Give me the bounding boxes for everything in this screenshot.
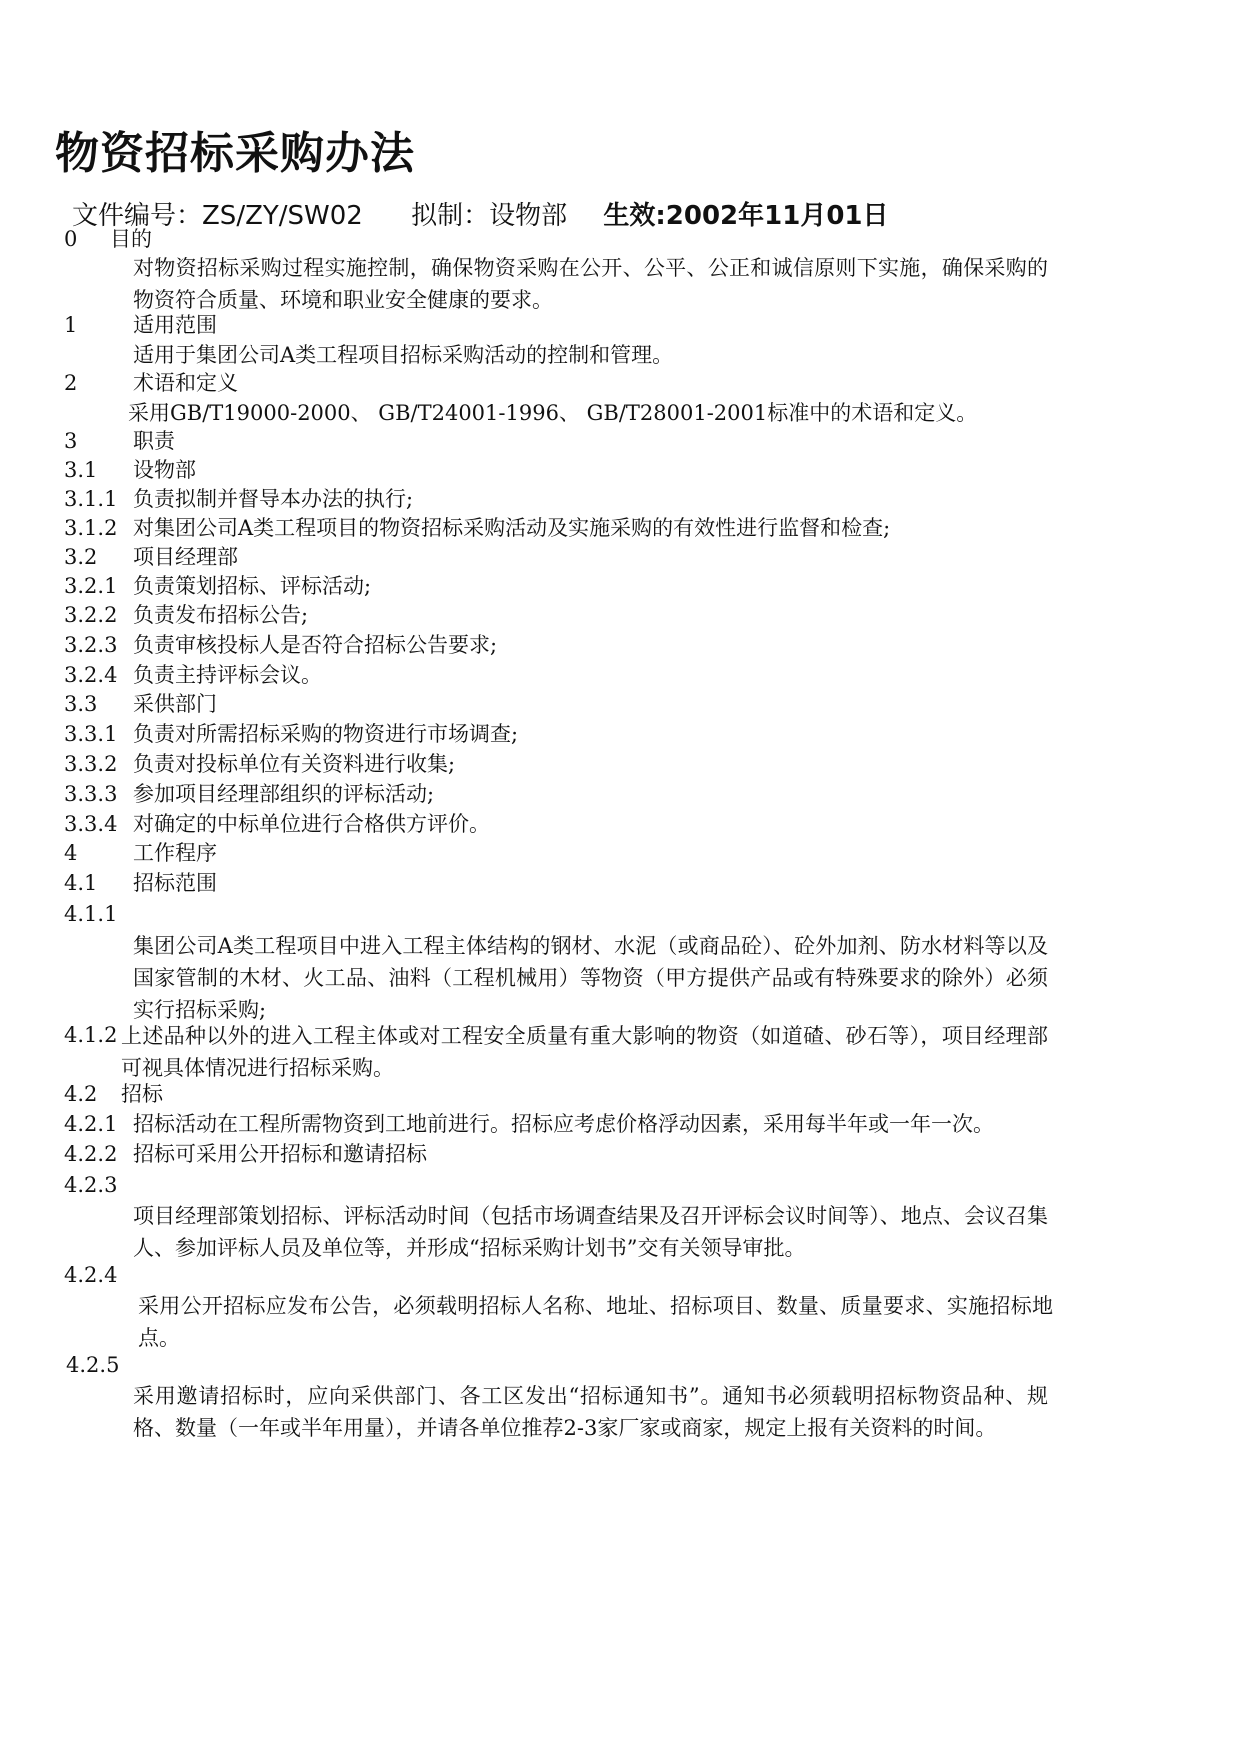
section-number: 3.3.4 (64, 812, 118, 836)
section-number: 3.2.2 (64, 603, 118, 627)
section-number: 3 (64, 429, 78, 453)
section-number: 4.2.3 (64, 1173, 118, 1197)
section-text: 负责策划招标、评标活动; (133, 574, 372, 598)
paragraph: 适用于集团公司A类工程项目招标采购活动的控制和管理。 (133, 343, 674, 367)
section-heading: 采供部门 (133, 692, 217, 716)
page-title: 物资招标采购办法 (55, 128, 415, 179)
section-heading: 适用范围 (133, 313, 217, 337)
effective-date: 生效:2002年11月01日 (603, 201, 889, 231)
section-number: 3.1.2 (64, 516, 118, 540)
section-number: 4.2.4 (64, 1263, 118, 1287)
section-heading: 目的 (110, 227, 152, 251)
section-heading: 设物部 (133, 458, 196, 482)
paragraph: 对物资招标采购过程实施控制，确保物资采购在公开、公平、公正和诚信原则下实施，确保采购的物资符合质量、环境和职业安全健康的要求。 (133, 256, 1048, 312)
section-number: 4.1.1 (64, 902, 118, 926)
paragraph: 集团公司A类工程项目中进入工程主体结构的钢材、水泥（或商品砼）、砼外加剂、防水材料等以及国家管制的木材、火工品、油料（工程机械用）等物资（甲方提供产品或有特殊要求的除外）必须实行招标采购; (133, 934, 1048, 1022)
section-number: 3.2.4 (64, 663, 118, 687)
section-number: 4.2 (64, 1082, 98, 1106)
paragraph: 项目经理部策划招标、评标活动时间（包括市场调查结果及召开评标会议时间等）、地点、会议召集人、参加评标人员及单位等，并形成“招标采购计划书”交有关领导审批。 (133, 1204, 1048, 1260)
section-text: 负责审核投标人是否符合招标公告要求; (133, 633, 498, 657)
section-text: 负责拟制并督导本办法的执行; (133, 487, 414, 511)
section-text: 对确定的中标单位进行合格供方评价。 (133, 812, 490, 836)
section-text: 负责发布招标公告; (133, 603, 309, 627)
section-number: 3.2.1 (64, 574, 118, 598)
paragraph: 采用GB/T19000-2000、 GB/T24001-1996、 GB/T28001-2001标准中的术语和定义。 (128, 401, 978, 425)
section-text: 对集团公司A类工程项目的物资招标采购活动及实施采购的有效性进行监督和检查; (133, 516, 891, 540)
section-text: 招标可采用公开招标和邀请招标 (133, 1142, 427, 1166)
section-number: 3.3.2 (64, 752, 118, 776)
section-text: 负责对投标单位有关资料进行收集; (133, 752, 456, 776)
document-meta (72, 196, 889, 236)
section-heading: 术语和定义 (133, 371, 238, 395)
section-heading: 招标范围 (133, 871, 217, 895)
section-number: 4 (64, 841, 78, 865)
section-number: 3.2.3 (64, 633, 118, 657)
paragraph: 采用邀请招标时，应向采供部门、各工区发出“招标通知书”。通知书必须载明招标物资品种、规格、数量（一年或半年用量），并请各单位推荐2-3家厂家或商家，规定上报有关资料的时间。 (133, 1384, 1048, 1440)
paragraph: 采用公开招标应发布公告，必须载明招标人名称、地址、招标项目、数量、质量要求、实施招标地点。 (138, 1294, 1053, 1350)
section-number: 4.1 (64, 871, 98, 895)
section-number: 4.1.2 (64, 1023, 118, 1047)
section-number: 3.1.1 (64, 487, 118, 511)
section-text: 招标活动在工程所需物资到工地前进行。招标应考虑价格浮动因素，采用每半年或一年一次。 (133, 1112, 994, 1136)
section-number: 4.2.5 (66, 1353, 120, 1377)
section-text: 负责对所需招标采购的物资进行市场调查; (133, 722, 519, 746)
section-number: 2 (64, 371, 78, 395)
section-heading: 工作程序 (133, 841, 217, 865)
section-number: 3.3.1 (64, 722, 118, 746)
section-heading: 项目经理部 (133, 545, 238, 569)
section-number: 3.3.3 (64, 782, 118, 806)
section-number: 3.3 (64, 692, 98, 716)
section-number: 1 (64, 313, 78, 337)
section-number: 4.2.2 (64, 1142, 118, 1166)
doc-number: 文件编号：ZS/ZY/SW02 (72, 201, 363, 231)
section-heading: 招标 (121, 1082, 163, 1106)
section-heading: 职责 (133, 429, 175, 453)
paragraph: 上述品种以外的进入工程主体或对工程安全质量有重大影响的物资（如道碴、砂石等），项目经理部可视具体情况进行招标采购。 (121, 1024, 1048, 1080)
drafted-by: 拟制：设物部 (411, 201, 568, 231)
section-number: 3.1 (64, 458, 98, 482)
section-number: 3.2 (64, 545, 98, 569)
section-text: 参加项目经理部组织的评标活动; (133, 782, 435, 806)
section-number: 4.2.1 (64, 1112, 118, 1136)
section-number: 0 (64, 227, 78, 251)
section-text: 负责主持评标会议。 (133, 663, 322, 687)
